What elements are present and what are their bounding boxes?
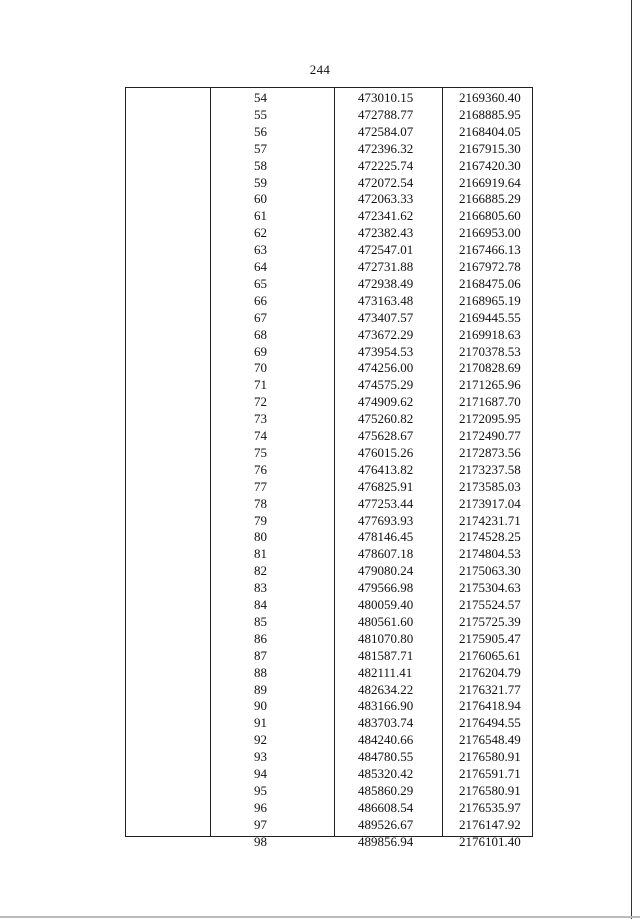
y-coordinate-cell: 2176591.71	[459, 766, 521, 781]
x-coordinate-cell: 473672.29	[358, 326, 414, 342]
x-coordinate-cell: 485860.29	[358, 782, 414, 798]
table-row	[126, 207, 534, 224]
table-row	[126, 579, 534, 596]
table-row	[126, 174, 534, 191]
x-coordinate-cell: 477253.44	[358, 495, 414, 511]
x-coordinate-cell: 472547.01	[358, 242, 414, 258]
x-coordinate-cell: 486608.54	[358, 799, 414, 815]
point-number-cell: 69	[254, 343, 267, 359]
page-number: 244	[309, 62, 331, 77]
x-coordinate-cell: 481587.71	[358, 647, 414, 663]
y-coordinate-cell: 2171687.70	[459, 394, 521, 410]
table-row	[126, 478, 534, 495]
coordinate-table	[125, 87, 533, 849]
y-coordinate-cell: 2176321.77	[459, 681, 521, 697]
table-row	[126, 748, 534, 765]
y-coordinate-cell: 2176494.55	[459, 715, 521, 731]
table-row	[126, 224, 534, 241]
point-number-cell: 94	[254, 766, 267, 781]
y-coordinate-cell: 2166805.60	[459, 208, 521, 224]
x-coordinate-cell: 477693.93	[358, 512, 414, 528]
x-coordinate-cell: 478607.18	[358, 546, 414, 562]
point-number-cell: 57	[254, 140, 267, 156]
y-coordinate-cell: 2176580.91	[459, 782, 521, 798]
y-coordinate-cell: 2168404.05	[459, 123, 521, 139]
y-coordinate-cell: 2170378.53	[459, 343, 521, 359]
table-row	[126, 393, 534, 410]
table-row	[126, 292, 534, 309]
x-coordinate-cell: 472072.54	[358, 174, 414, 190]
x-coordinate-cell: 472731.88	[358, 259, 414, 274]
table-row	[126, 697, 534, 714]
x-coordinate-cell: 476413.82	[358, 461, 414, 477]
x-coordinate-cell: 489526.67	[358, 816, 414, 832]
table-row	[126, 410, 534, 427]
table-row	[126, 596, 534, 613]
point-number-cell: 77	[254, 478, 267, 494]
x-coordinate-cell: 483703.74	[358, 715, 414, 731]
x-coordinate-cell: 473954.53	[358, 343, 414, 359]
y-coordinate-cell: 2174528.25	[459, 529, 521, 545]
x-coordinate-cell: 472382.43	[358, 225, 414, 241]
point-number-cell: 79	[254, 512, 267, 528]
y-coordinate-cell: 2169445.55	[459, 309, 521, 325]
table-row	[126, 190, 534, 207]
point-number-cell: 66	[254, 292, 267, 308]
point-number-cell: 92	[254, 732, 267, 748]
point-number-cell: 62	[254, 225, 267, 241]
x-coordinate-cell: 476015.26	[358, 444, 414, 460]
table-row	[126, 427, 534, 444]
y-coordinate-cell: 2166953.00	[459, 225, 521, 241]
table-row	[126, 376, 534, 393]
y-coordinate-cell: 2170828.69	[459, 360, 521, 376]
x-coordinate-cell: 472788.77	[358, 106, 414, 122]
x-coordinate-cell: 472584.07	[358, 123, 414, 139]
point-number-cell: 85	[254, 613, 267, 629]
x-coordinate-cell: 473407.57	[358, 309, 414, 325]
table-row	[126, 106, 534, 123]
point-number-cell: 93	[254, 749, 267, 765]
x-coordinate-cell: 480561.60	[358, 613, 414, 629]
y-coordinate-cell: 2167915.30	[459, 140, 521, 156]
x-coordinate-cell: 479080.24	[358, 563, 414, 579]
table-row	[126, 630, 534, 647]
table-row	[126, 359, 534, 376]
y-coordinate-cell: 2176548.49	[459, 732, 521, 748]
point-number-cell: 73	[254, 411, 267, 427]
y-coordinate-cell: 2168885.95	[459, 106, 521, 122]
table-row	[126, 647, 534, 664]
x-coordinate-cell: 482111.41	[358, 664, 413, 680]
x-coordinate-cell: 483166.90	[358, 698, 414, 714]
y-coordinate-cell: 2169360.40	[459, 90, 521, 105]
y-coordinate-cell: 2176418.94	[459, 698, 521, 714]
y-coordinate-cell: 2176101.40	[459, 833, 521, 849]
x-coordinate-cell: 473163.48	[358, 292, 414, 308]
y-coordinate-cell: 2176580.91	[459, 749, 521, 765]
point-number-cell: 86	[254, 630, 267, 646]
point-number-cell: 97	[254, 816, 267, 832]
point-number-cell: 64	[254, 259, 267, 274]
y-coordinate-cell: 2176535.97	[459, 799, 521, 815]
y-coordinate-cell: 2172490.77	[459, 428, 521, 443]
y-coordinate-cell: 2171265.96	[459, 377, 521, 393]
x-coordinate-cell: 472396.32	[358, 140, 414, 156]
y-coordinate-cell: 2166919.64	[459, 174, 521, 190]
table-row	[126, 343, 534, 360]
point-number-cell: 75	[254, 444, 267, 460]
x-coordinate-cell: 475628.67	[358, 428, 414, 443]
point-number-cell: 96	[254, 799, 267, 815]
point-number-cell: 67	[254, 309, 267, 325]
table-row	[126, 545, 534, 562]
y-coordinate-cell: 2168475.06	[459, 275, 521, 291]
x-coordinate-cell: 474256.00	[358, 360, 414, 376]
point-number-cell: 56	[254, 123, 267, 139]
table-row	[126, 89, 534, 106]
table-row	[126, 664, 534, 681]
y-coordinate-cell: 2176147.92	[459, 816, 521, 832]
x-coordinate-cell: 475260.82	[358, 411, 414, 427]
y-coordinate-cell: 2175905.47	[459, 630, 521, 646]
table-row	[126, 444, 534, 461]
x-coordinate-cell: 472063.33	[358, 191, 414, 207]
x-coordinate-cell: 474575.29	[358, 377, 414, 393]
point-number-cell: 90	[254, 698, 267, 714]
table-row	[126, 765, 534, 782]
y-coordinate-cell: 2166885.29	[459, 191, 521, 207]
table-row	[126, 123, 534, 140]
point-number-cell: 87	[254, 647, 267, 663]
point-number-cell: 81	[254, 546, 267, 562]
y-coordinate-cell: 2174804.53	[459, 546, 521, 562]
x-coordinate-cell: 484240.66	[358, 732, 414, 748]
table-row	[126, 140, 534, 157]
point-number-cell: 65	[254, 275, 267, 291]
x-coordinate-cell: 485320.42	[358, 766, 414, 781]
y-coordinate-cell: 2176204.79	[459, 664, 521, 680]
y-coordinate-cell: 2175063.30	[459, 563, 521, 579]
point-number-cell: 76	[254, 461, 267, 477]
y-coordinate-cell: 2174231.71	[459, 512, 521, 528]
y-coordinate-cell: 2175524.57	[459, 597, 521, 612]
point-number-cell: 54	[254, 90, 267, 105]
point-number-cell: 63	[254, 242, 267, 258]
point-number-cell: 70	[254, 360, 267, 376]
point-number-cell: 84	[254, 597, 267, 612]
x-coordinate-cell: 473010.15	[358, 90, 414, 105]
point-number-cell: 58	[254, 157, 267, 173]
table-row	[126, 512, 534, 529]
x-coordinate-cell: 481070.80	[358, 630, 414, 646]
y-coordinate-cell: 2175725.39	[459, 613, 521, 629]
table-row	[126, 326, 534, 343]
table-row	[126, 157, 534, 174]
point-number-cell: 71	[254, 377, 267, 393]
table-row	[126, 495, 534, 512]
point-number-cell: 80	[254, 529, 267, 545]
x-coordinate-cell: 482634.22	[358, 681, 414, 697]
table-row	[126, 309, 534, 326]
x-coordinate-cell: 484780.55	[358, 749, 414, 765]
y-coordinate-cell: 2172095.95	[459, 411, 521, 427]
x-coordinate-cell: 479566.98	[358, 580, 414, 596]
y-coordinate-cell: 2173237.58	[459, 461, 521, 477]
x-coordinate-cell: 472225.74	[358, 157, 414, 173]
point-number-cell: 91	[254, 715, 267, 731]
x-coordinate-cell: 480059.40	[358, 597, 414, 612]
scan-edge-line	[0, 916, 640, 918]
table-row	[126, 613, 534, 630]
point-number-cell: 78	[254, 495, 267, 511]
point-number-cell: 95	[254, 782, 267, 798]
y-coordinate-cell: 2167420.30	[459, 157, 521, 173]
point-number-cell: 55	[254, 106, 267, 122]
y-coordinate-cell: 2173917.04	[459, 495, 521, 511]
x-coordinate-cell: 478146.45	[358, 529, 414, 545]
point-number-cell: 82	[254, 563, 267, 579]
table-row	[126, 714, 534, 731]
point-number-cell: 74	[254, 428, 267, 443]
table-row	[126, 731, 534, 748]
y-coordinate-cell: 2169918.63	[459, 326, 521, 342]
y-coordinate-cell: 2168965.19	[459, 292, 521, 308]
table-row	[126, 782, 534, 799]
point-number-cell: 88	[254, 664, 267, 680]
x-coordinate-cell: 476825.91	[358, 478, 414, 494]
table-row	[126, 461, 534, 478]
point-number-cell: 89	[254, 681, 267, 697]
table-row	[126, 241, 534, 258]
x-coordinate-cell: 472341.62	[358, 208, 414, 224]
table-row	[126, 258, 534, 275]
table-row	[126, 528, 534, 545]
x-coordinate-cell: 472938.49	[358, 275, 414, 291]
point-number-cell: 68	[254, 326, 267, 342]
y-coordinate-cell: 2167466.13	[459, 242, 521, 258]
point-number-cell: 60	[254, 191, 267, 207]
table-row	[126, 833, 534, 850]
scan-edge-line	[631, 0, 632, 919]
x-coordinate-cell: 474909.62	[358, 394, 414, 410]
y-coordinate-cell: 2173585.03	[459, 478, 521, 494]
table-row	[126, 562, 534, 579]
point-number-cell: 98	[254, 833, 267, 849]
table-row	[126, 681, 534, 698]
table-row	[126, 275, 534, 292]
y-coordinate-cell: 2167972.78	[459, 259, 521, 274]
point-number-cell: 61	[254, 208, 267, 224]
point-number-cell: 59	[254, 174, 267, 190]
y-coordinate-cell: 2176065.61	[459, 647, 521, 663]
x-coordinate-cell: 489856.94	[358, 833, 414, 849]
table-row	[126, 799, 534, 816]
y-coordinate-cell: 2172873.56	[459, 444, 521, 460]
y-coordinate-cell: 2175304.63	[459, 580, 521, 596]
table-row	[126, 816, 534, 833]
point-number-cell: 83	[254, 580, 267, 596]
point-number-cell: 72	[254, 394, 267, 410]
